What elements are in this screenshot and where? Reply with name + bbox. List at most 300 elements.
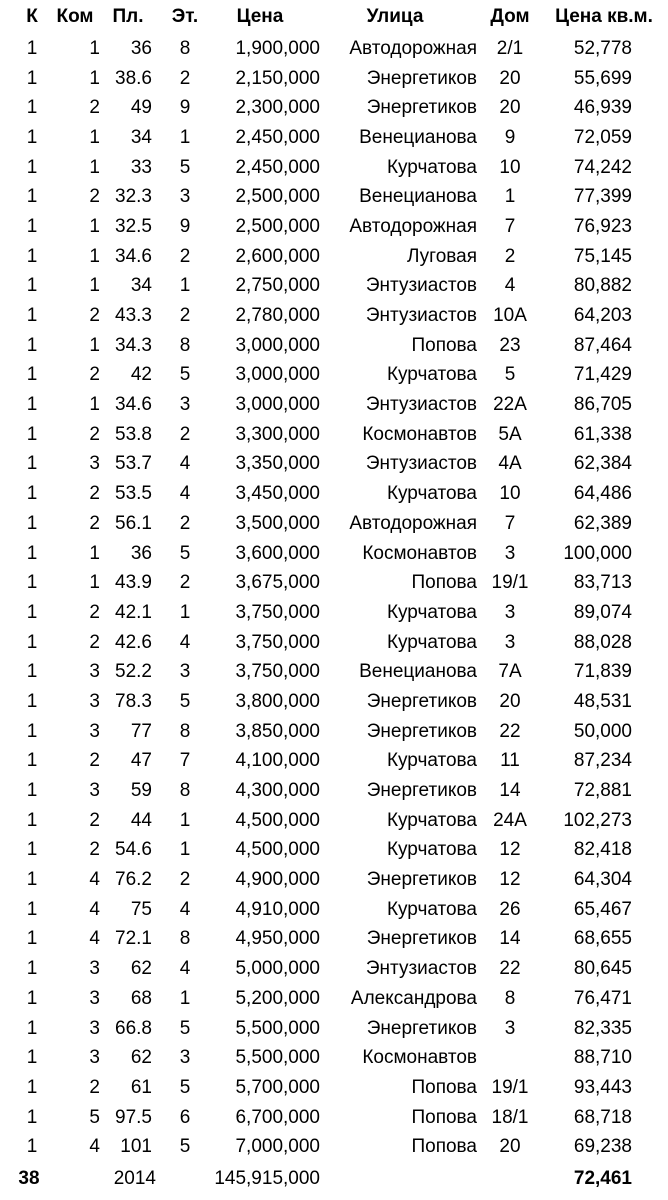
cell-dom: 26 — [499, 898, 521, 920]
cell-street: Курчатова — [386, 156, 477, 178]
cell-price: 2,780,000 — [235, 305, 320, 327]
cell-pl: 43.3 — [115, 305, 152, 327]
cell-k: 1 — [26, 334, 38, 356]
cell-price: 2,450,000 — [235, 126, 320, 148]
cell-et: 8 — [179, 37, 191, 59]
cell-price-sqm: 71,839 — [573, 661, 632, 683]
cell-pl: 68 — [130, 987, 152, 1009]
cell-kom: 1 — [89, 572, 100, 594]
header-price-sqm: Цена кв.м. — [555, 6, 653, 27]
cell-kom: 2 — [89, 305, 100, 327]
table-row — [0, 865, 668, 895]
header-kom: Ком — [56, 6, 94, 27]
cell-dom: 8 — [504, 987, 516, 1009]
cell-k: 1 — [26, 542, 38, 564]
cell-price-sqm: 69,238 — [573, 1136, 632, 1158]
cell-kom: 2 — [89, 809, 100, 831]
cell-et: 4 — [179, 898, 191, 920]
cell-et: 9 — [179, 215, 191, 237]
cell-pl: 56.1 — [115, 512, 152, 534]
cell-price: 4,300,000 — [235, 780, 320, 802]
cell-street: Луговая — [407, 245, 477, 267]
cell-k: 1 — [26, 67, 38, 89]
cell-et: 5 — [179, 690, 191, 712]
table-body — [0, 34, 668, 1162]
cell-street: Курчатова — [386, 898, 477, 920]
cell-kom: 3 — [89, 780, 100, 802]
cell-price: 2,450,000 — [235, 156, 320, 178]
totals-row — [0, 1162, 668, 1196]
table-row — [0, 212, 668, 242]
cell-street: Автодорожная — [349, 512, 477, 534]
cell-dom: 22А — [493, 394, 527, 416]
cell-et: 1 — [179, 809, 191, 831]
cell-street: Энергетиков — [366, 1017, 477, 1039]
cell-price-sqm: 46,939 — [573, 97, 632, 119]
cell-kom: 2 — [89, 750, 100, 772]
cell-kom: 1 — [89, 37, 100, 59]
table-row — [0, 1132, 668, 1162]
cell-price: 2,500,000 — [235, 186, 320, 208]
cell-dom: 1 — [504, 186, 516, 208]
cell-et: 2 — [179, 512, 191, 534]
header-street: Улица — [366, 6, 424, 27]
cell-price: 4,100,000 — [235, 750, 320, 772]
cell-dom: 3 — [504, 542, 516, 564]
cell-street: Курчатова — [386, 839, 477, 861]
cell-price: 3,750,000 — [235, 601, 320, 623]
cell-pl: 36 — [130, 542, 152, 564]
cell-et: 8 — [179, 780, 191, 802]
cell-kom: 3 — [89, 453, 100, 475]
cell-price-sqm: 62,384 — [573, 453, 632, 475]
table-row — [0, 895, 668, 925]
cell-street: Венецианова — [359, 661, 477, 683]
cell-street: Курчатова — [386, 601, 477, 623]
cell-price: 4,900,000 — [235, 869, 320, 891]
cell-pl: 78.3 — [115, 690, 152, 712]
cell-k: 1 — [26, 898, 38, 920]
total-area: 2014 — [113, 1168, 156, 1190]
cell-k: 1 — [26, 156, 38, 178]
table-row — [0, 509, 668, 539]
cell-street: Энтузиастов — [365, 958, 477, 980]
cell-dom: 10 — [499, 483, 521, 505]
table-row — [0, 361, 668, 391]
cell-pl: 72.1 — [115, 928, 152, 950]
cell-pl: 34.6 — [115, 245, 152, 267]
cell-price-sqm: 72,881 — [573, 780, 632, 802]
cell-price-sqm: 61,338 — [573, 423, 632, 445]
table-row — [0, 390, 668, 420]
cell-dom: 9 — [504, 126, 516, 148]
cell-pl: 77 — [130, 720, 152, 742]
cell-k: 1 — [26, 987, 38, 1009]
cell-k: 1 — [26, 869, 38, 891]
cell-kom: 4 — [89, 928, 100, 950]
cell-k: 1 — [26, 305, 38, 327]
cell-street: Венецианова — [359, 186, 477, 208]
cell-price: 4,950,000 — [235, 928, 320, 950]
cell-kom: 3 — [89, 1047, 100, 1069]
table-row — [0, 272, 668, 302]
cell-kom: 2 — [89, 1076, 100, 1098]
cell-kom: 1 — [89, 275, 100, 297]
cell-dom: 14 — [499, 780, 521, 802]
cell-et: 5 — [179, 364, 191, 386]
header-k: К — [26, 6, 38, 27]
cell-k: 1 — [26, 1106, 38, 1128]
cell-street: Космонавтов — [362, 423, 477, 445]
cell-pl: 32.5 — [115, 215, 152, 237]
cell-k: 1 — [26, 928, 38, 950]
header-dom: Дом — [490, 6, 530, 27]
cell-et: 4 — [179, 483, 191, 505]
cell-dom: 2/1 — [496, 37, 524, 59]
table-row — [0, 93, 668, 123]
cell-price: 3,850,000 — [235, 720, 320, 742]
avg-price-sqm: 72,461 — [573, 1168, 632, 1190]
cell-price: 3,600,000 — [235, 542, 320, 564]
cell-et: 1 — [179, 126, 191, 148]
cell-pl: 66.8 — [115, 1017, 152, 1039]
cell-et: 1 — [179, 275, 191, 297]
cell-street: Энергетиков — [366, 720, 477, 742]
cell-k: 1 — [26, 958, 38, 980]
cell-k: 1 — [26, 245, 38, 267]
cell-kom: 1 — [89, 542, 100, 564]
cell-price-sqm: 65,467 — [573, 898, 632, 920]
cell-et: 8 — [179, 334, 191, 356]
table-row — [0, 925, 668, 955]
table-row — [0, 806, 668, 836]
cell-price-sqm: 89,074 — [573, 601, 632, 623]
cell-et: 5 — [179, 1076, 191, 1098]
table-row — [0, 420, 668, 450]
cell-price: 3,000,000 — [235, 364, 320, 386]
cell-k: 1 — [26, 720, 38, 742]
table-row — [0, 776, 668, 806]
cell-price: 3,800,000 — [235, 690, 320, 712]
table-row — [0, 450, 668, 480]
cell-pl: 34 — [130, 275, 152, 297]
cell-k: 1 — [26, 690, 38, 712]
cell-pl: 62 — [130, 958, 152, 980]
cell-street: Попова — [411, 572, 477, 594]
table-row — [0, 242, 668, 272]
table-row — [0, 1043, 668, 1073]
cell-price: 3,675,000 — [235, 572, 320, 594]
cell-street: Энергетиков — [366, 97, 477, 119]
cell-street: Энтузиастов — [365, 394, 477, 416]
cell-pl: 53.8 — [115, 423, 152, 445]
table-row — [0, 954, 668, 984]
cell-street: Курчатова — [386, 750, 477, 772]
cell-dom: 24А — [493, 809, 527, 831]
cell-k: 1 — [26, 483, 38, 505]
cell-price-sqm: 68,655 — [573, 928, 632, 950]
cell-k: 1 — [26, 97, 38, 119]
table-row — [0, 598, 668, 628]
cell-dom: 2 — [504, 245, 516, 267]
cell-et: 2 — [179, 67, 191, 89]
cell-et: 6 — [179, 1106, 191, 1128]
cell-price-sqm: 80,882 — [573, 275, 632, 297]
cell-price-sqm: 68,718 — [573, 1106, 632, 1128]
cell-et: 4 — [179, 958, 191, 980]
cell-dom: 11 — [500, 750, 520, 772]
cell-price: 2,150,000 — [235, 67, 320, 89]
cell-pl: 44 — [130, 809, 152, 831]
cell-k: 1 — [26, 126, 38, 148]
cell-street: Автодорожная — [349, 37, 477, 59]
cell-dom: 3 — [504, 1017, 516, 1039]
cell-street: Космонавтов — [362, 542, 477, 564]
cell-kom: 2 — [89, 839, 100, 861]
cell-street: Энергетиков — [366, 928, 477, 950]
cell-k: 1 — [26, 186, 38, 208]
cell-street: Попова — [411, 1106, 477, 1128]
cell-price: 1,900,000 — [235, 37, 320, 59]
cell-price-sqm: 77,399 — [573, 186, 632, 208]
cell-et: 3 — [179, 186, 191, 208]
cell-price: 3,750,000 — [235, 661, 320, 683]
cell-dom: 5А — [498, 423, 522, 445]
cell-price-sqm: 72,059 — [573, 126, 632, 148]
cell-kom: 2 — [89, 512, 100, 534]
cell-pl: 62 — [130, 1047, 152, 1069]
cell-et: 5 — [179, 542, 191, 564]
cell-pl: 59 — [130, 780, 152, 802]
cell-pl: 53.5 — [115, 483, 152, 505]
table-row — [0, 568, 668, 598]
header-pl: Пл. — [112, 6, 144, 27]
cell-dom: 22 — [499, 958, 521, 980]
cell-price-sqm: 87,234 — [573, 750, 632, 772]
cell-price: 3,350,000 — [235, 453, 320, 475]
cell-et: 3 — [179, 661, 191, 683]
cell-price: 7,000,000 — [235, 1136, 320, 1158]
cell-street: Космонавтов — [362, 1047, 477, 1069]
cell-kom: 1 — [89, 394, 100, 416]
cell-dom: 23 — [499, 334, 521, 356]
cell-dom: 18/1 — [491, 1106, 529, 1128]
cell-dom: 12 — [499, 869, 521, 891]
cell-price: 2,750,000 — [235, 275, 320, 297]
cell-street: Энтузиастов — [365, 305, 477, 327]
cell-price-sqm: 75,145 — [573, 245, 632, 267]
cell-k: 1 — [26, 572, 38, 594]
cell-kom: 3 — [89, 958, 100, 980]
cell-street: Курчатова — [386, 809, 477, 831]
cell-price-sqm: 52,778 — [573, 37, 632, 59]
cell-kom: 1 — [89, 67, 100, 89]
cell-pl: 52.2 — [115, 661, 152, 683]
cell-et: 2 — [179, 245, 191, 267]
cell-price-sqm: 93,443 — [573, 1076, 632, 1098]
cell-kom: 1 — [89, 156, 100, 178]
table-row — [0, 123, 668, 153]
table-row — [0, 301, 668, 331]
cell-kom: 4 — [89, 898, 100, 920]
cell-price-sqm: 80,645 — [573, 958, 632, 980]
cell-kom: 4 — [89, 1136, 100, 1158]
cell-et: 2 — [179, 305, 191, 327]
cell-price: 3,000,000 — [235, 394, 320, 416]
cell-street: Энергетиков — [366, 780, 477, 802]
cell-k: 1 — [26, 423, 38, 445]
cell-et: 2 — [179, 572, 191, 594]
cell-price: 5,500,000 — [235, 1047, 320, 1069]
cell-pl: 43.9 — [115, 572, 152, 594]
cell-price: 2,600,000 — [235, 245, 320, 267]
cell-street: Попова — [411, 334, 477, 356]
cell-dom: 20 — [499, 97, 521, 119]
cell-kom: 5 — [89, 1106, 100, 1128]
cell-pl: 61 — [130, 1076, 152, 1098]
cell-pl: 47 — [130, 750, 152, 772]
cell-et: 2 — [179, 869, 191, 891]
cell-pl: 38.6 — [115, 67, 152, 89]
cell-price: 3,000,000 — [235, 334, 320, 356]
cell-et: 4 — [179, 631, 191, 653]
cell-price-sqm: 86,705 — [573, 394, 632, 416]
cell-price-sqm: 71,429 — [573, 364, 632, 386]
table-row — [0, 747, 668, 777]
cell-price-sqm: 82,335 — [573, 1017, 632, 1039]
cell-k: 1 — [26, 780, 38, 802]
cell-et: 4 — [179, 453, 191, 475]
cell-street: Попова — [411, 1076, 477, 1098]
cell-dom: 10А — [493, 305, 527, 327]
cell-et: 9 — [179, 97, 191, 119]
cell-k: 1 — [26, 1076, 38, 1098]
cell-dom: 7 — [504, 215, 516, 237]
cell-k: 1 — [26, 215, 38, 237]
cell-pl: 33 — [130, 156, 152, 178]
table-row — [0, 687, 668, 717]
cell-k: 1 — [26, 839, 38, 861]
cell-price: 3,750,000 — [235, 631, 320, 653]
cell-price: 3,500,000 — [235, 512, 320, 534]
cell-street: Автодорожная — [349, 215, 477, 237]
cell-et: 5 — [179, 156, 191, 178]
table-row — [0, 1073, 668, 1103]
cell-kom: 2 — [89, 483, 100, 505]
cell-et: 8 — [179, 720, 191, 742]
cell-pl: 34.3 — [115, 334, 152, 356]
cell-kom: 1 — [89, 126, 100, 148]
cell-k: 1 — [26, 364, 38, 386]
table-row — [0, 331, 668, 361]
cell-street: Энтузиастов — [365, 453, 477, 475]
cell-price: 3,450,000 — [235, 483, 320, 505]
cell-price-sqm: 87,464 — [573, 334, 632, 356]
cell-kom: 2 — [89, 631, 100, 653]
cell-price-sqm: 62,389 — [573, 512, 632, 534]
cell-dom: 4А — [498, 453, 522, 475]
table-row — [0, 153, 668, 183]
cell-price-sqm: 64,203 — [573, 305, 632, 327]
cell-pl: 42.6 — [115, 631, 152, 653]
cell-kom: 2 — [89, 601, 100, 623]
cell-price-sqm: 48,531 — [573, 690, 632, 712]
cell-dom: 5 — [504, 364, 516, 386]
table-row — [0, 1014, 668, 1044]
cell-street: Курчатова — [386, 631, 477, 653]
cell-price-sqm: 88,028 — [573, 631, 632, 653]
cell-pl: 49 — [130, 97, 152, 119]
cell-dom: 12 — [499, 839, 521, 861]
cell-et: 5 — [179, 1136, 191, 1158]
cell-price-sqm: 74,242 — [573, 156, 632, 178]
cell-dom — [480, 1043, 540, 1073]
cell-dom: 10 — [499, 156, 521, 178]
table-row — [0, 539, 668, 569]
cell-pl: 42.1 — [115, 601, 152, 623]
cell-kom: 2 — [89, 186, 100, 208]
cell-dom: 7 — [504, 512, 516, 534]
cell-et: 3 — [179, 1047, 191, 1069]
cell-pl: 101 — [120, 1136, 152, 1158]
cell-et: 5 — [179, 1017, 191, 1039]
cell-street: Попова — [411, 1136, 477, 1158]
cell-k: 1 — [26, 453, 38, 475]
cell-pl: 75 — [130, 898, 152, 920]
cell-kom: 1 — [89, 245, 100, 267]
cell-kom: 3 — [89, 720, 100, 742]
cell-street: Энергетиков — [366, 869, 477, 891]
cell-price: 5,700,000 — [235, 1076, 320, 1098]
cell-price: 5,500,000 — [235, 1017, 320, 1039]
cell-pl: 54.6 — [115, 839, 152, 861]
cell-kom: 3 — [89, 661, 100, 683]
cell-kom: 4 — [89, 869, 100, 891]
cell-pl: 42 — [130, 364, 152, 386]
cell-price-sqm: 64,304 — [573, 869, 632, 891]
cell-price-sqm: 83,713 — [573, 572, 632, 594]
cell-kom: 3 — [89, 987, 100, 1009]
cell-k: 1 — [26, 661, 38, 683]
cell-dom: 22 — [499, 720, 521, 742]
cell-pl: 76.2 — [115, 869, 152, 891]
cell-dom: 20 — [499, 1136, 521, 1158]
header-et: Эт. — [171, 6, 199, 27]
cell-dom: 3 — [504, 601, 516, 623]
cell-k: 1 — [26, 394, 38, 416]
cell-price-sqm: 82,418 — [573, 839, 632, 861]
cell-kom: 2 — [89, 423, 100, 445]
total-price: 145,915,000 — [214, 1168, 320, 1190]
table-header — [0, 0, 668, 34]
cell-price-sqm: 55,699 — [573, 67, 632, 89]
cell-pl: 36 — [130, 37, 152, 59]
cell-et: 1 — [179, 987, 191, 1009]
cell-et: 7 — [179, 750, 191, 772]
cell-et: 8 — [179, 928, 191, 950]
cell-kom: 2 — [89, 364, 100, 386]
cell-dom: 20 — [499, 690, 521, 712]
cell-price: 4,500,000 — [235, 809, 320, 831]
table-row — [0, 1103, 668, 1133]
cell-price-sqm: 50,000 — [573, 720, 632, 742]
cell-k: 1 — [26, 1047, 38, 1069]
cell-k: 1 — [26, 1136, 38, 1158]
cell-k: 1 — [26, 275, 38, 297]
cell-street: Курчатова — [386, 364, 477, 386]
cell-k: 1 — [26, 750, 38, 772]
table-row — [0, 64, 668, 94]
